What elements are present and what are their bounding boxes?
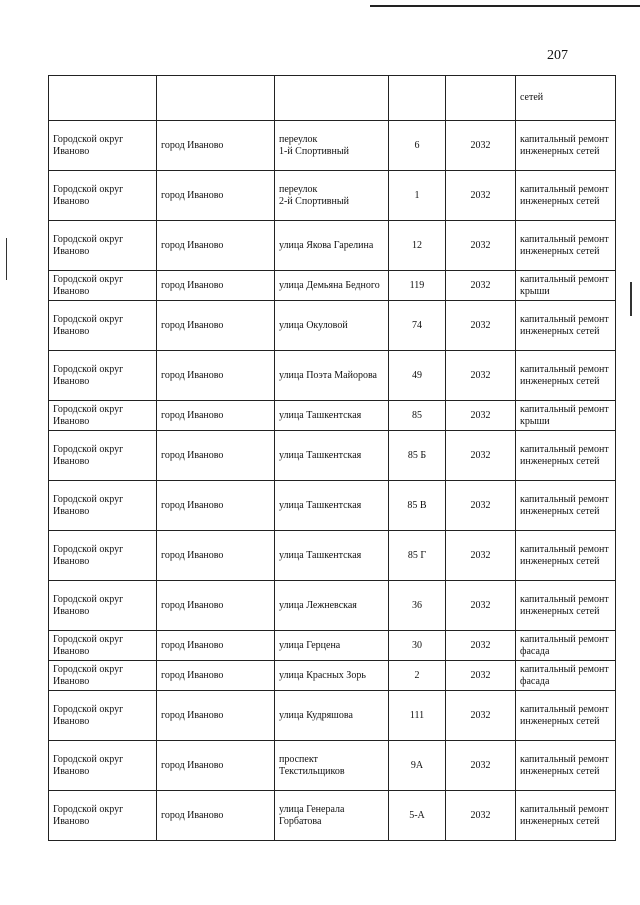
cell-district: Городской округ Иваново [49,301,157,351]
page-number: 207 [547,48,568,63]
table-row [49,221,616,271]
cell-district [49,76,157,121]
cell-district: Городской округ Иваново [49,481,157,531]
cell-district: Городской округ Иваново [49,791,157,841]
cell-house: 5-А [389,791,446,841]
cell-street: переулок 1-й Спортивный [275,121,389,171]
table-row [49,351,616,401]
cell-year: 2032 [446,581,516,631]
cell-street: улица Кудряшова [275,691,389,741]
cell-year: 2032 [446,271,516,301]
cell-house: 1 [389,171,446,221]
cell-district: Городской округ Иваново [49,531,157,581]
cell-city: город Иваново [157,301,275,351]
cell-house: 30 [389,631,446,661]
cell-year: 2032 [446,351,516,401]
table-row [49,741,616,791]
cell-work: капитальный ремонт инженерных сетей [516,171,616,221]
cell-city: город Иваново [157,121,275,171]
cell-street: улица Ташкентская [275,481,389,531]
cell-house: 2 [389,661,446,691]
table-row [49,431,616,481]
cell-street: улица Лежневская [275,581,389,631]
cell-house: 49 [389,351,446,401]
cell-city: город Иваново [157,661,275,691]
cell-house: 85 Б [389,431,446,481]
cell-year: 2032 [446,631,516,661]
cell-work: капитальный ремонт фасада [516,631,616,661]
cell-street: улица Якова Гарелина [275,221,389,271]
cell-city: город Иваново [157,481,275,531]
cell-year: 2032 [446,531,516,581]
cell-work: капитальный ремонт фасада [516,661,616,691]
table-row [49,581,616,631]
header-rule [370,5,640,7]
cell-year: 2032 [446,481,516,531]
cell-street: улица Генерала Горбатова [275,791,389,841]
cell-work: сетей [516,76,616,121]
cell-street: улица Герцена [275,631,389,661]
cell-house: 9А [389,741,446,791]
cell-house: 6 [389,121,446,171]
table-row [49,121,616,171]
cell-city: город Иваново [157,171,275,221]
table-row [49,301,616,351]
cell-work: капитальный ремонт инженерных сетей [516,481,616,531]
cell-work: капитальный ремонт инженерных сетей [516,791,616,841]
cell-house: 74 [389,301,446,351]
cell-work: капитальный ремонт инженерных сетей [516,221,616,271]
cell-work: капитальный ремонт инженерных сетей [516,581,616,631]
cell-district: Городской округ Иваново [49,271,157,301]
cell-work: капитальный ремонт крыши [516,401,616,431]
cell-city: город Иваново [157,531,275,581]
cell-house [389,76,446,121]
cell-district: Городской округ Иваново [49,661,157,691]
cell-street: улица Красных Зорь [275,661,389,691]
table-row [49,631,616,661]
cell-work: капитальный ремонт инженерных сетей [516,741,616,791]
cell-city: город Иваново [157,741,275,791]
register-table [48,75,616,841]
scan-mark-left [6,238,7,280]
cell-city: город Иваново [157,271,275,301]
cell-district: Городской округ Иваново [49,401,157,431]
cell-work: капитальный ремонт инженерных сетей [516,431,616,481]
cell-street: проспект Текстильщиков [275,741,389,791]
cell-street [275,76,389,121]
cell-street: улица Ташкентская [275,531,389,581]
cell-work: капитальный ремонт инженерных сетей [516,531,616,581]
cell-district: Городской округ Иваново [49,631,157,661]
cell-city: город Иваново [157,401,275,431]
cell-city [157,76,275,121]
cell-year: 2032 [446,171,516,221]
cell-district: Городской округ Иваново [49,741,157,791]
cell-district: Городской округ Иваново [49,431,157,481]
scan-mark-right [630,282,632,316]
table-row [49,171,616,221]
cell-year: 2032 [446,691,516,741]
table-row [49,401,616,431]
cell-district: Городской округ Иваново [49,351,157,401]
cell-street: улица Окуловой [275,301,389,351]
cell-city: город Иваново [157,221,275,271]
cell-district: Городской округ Иваново [49,121,157,171]
cell-district: Городской округ Иваново [49,691,157,741]
cell-house: 12 [389,221,446,271]
cell-work: капитальный ремонт инженерных сетей [516,351,616,401]
cell-city: город Иваново [157,431,275,481]
cell-work: капитальный ремонт инженерных сетей [516,301,616,351]
register-table-body [49,76,616,841]
cell-year: 2032 [446,121,516,171]
cell-street: переулок 2-й Спортивный [275,171,389,221]
cell-work: капитальный ремонт инженерных сетей [516,691,616,741]
cell-house: 85 В [389,481,446,531]
table-row [49,481,616,531]
table-row [49,691,616,741]
cell-house: 119 [389,271,446,301]
cell-year: 2032 [446,661,516,691]
cell-street: улица Ташкентская [275,431,389,481]
cell-street: улица Демьяна Бедного [275,271,389,301]
cell-city: город Иваново [157,351,275,401]
cell-city: город Иваново [157,791,275,841]
cell-city: город Иваново [157,691,275,741]
table-row [49,661,616,691]
cell-house: 36 [389,581,446,631]
table-row [49,531,616,581]
cell-district: Городской округ Иваново [49,581,157,631]
cell-street: улица Поэта Майорова [275,351,389,401]
cell-work: капитальный ремонт инженерных сетей [516,121,616,171]
cell-year: 2032 [446,431,516,481]
table-row [49,791,616,841]
cell-street: улица Ташкентская [275,401,389,431]
cell-year: 2032 [446,401,516,431]
cell-city: город Иваново [157,581,275,631]
cell-year: 2032 [446,791,516,841]
cell-year: 2032 [446,221,516,271]
cell-year: 2032 [446,301,516,351]
cell-year [446,76,516,121]
cell-house: 85 [389,401,446,431]
cell-year: 2032 [446,741,516,791]
cell-city: город Иваново [157,631,275,661]
cell-district: Городской округ Иваново [49,221,157,271]
cell-house: 85 Г [389,531,446,581]
table-row [49,271,616,301]
cell-district: Городской округ Иваново [49,171,157,221]
cell-work: капитальный ремонт крыши [516,271,616,301]
table-row-continuation [49,76,616,121]
cell-house: 111 [389,691,446,741]
